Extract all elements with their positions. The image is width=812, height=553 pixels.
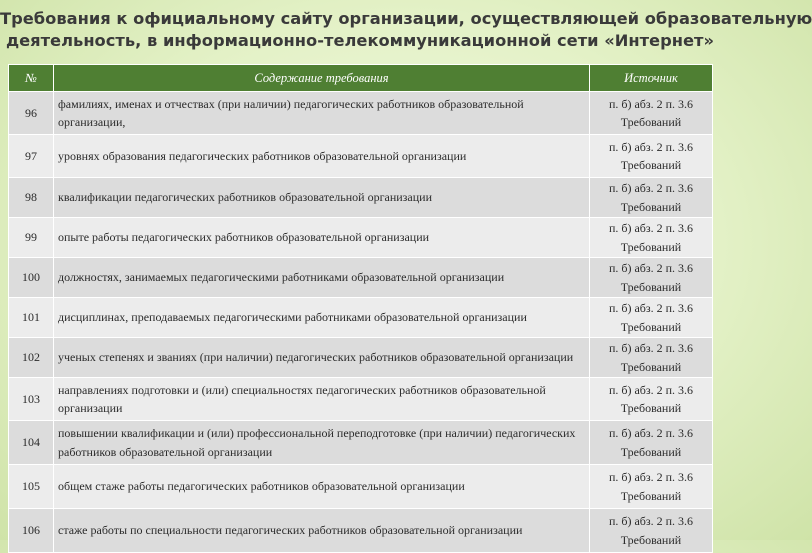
table-row [9, 338, 713, 378]
table-row [9, 378, 713, 421]
row-source: п. б) абз. 2 п. 3.6 Требований [590, 92, 713, 135]
table-row [9, 135, 713, 178]
table-row [9, 465, 713, 509]
table-row [9, 421, 713, 465]
row-number: 99 [9, 218, 54, 258]
row-source: п. б) абз. 2 п. 3.6 Требований [590, 465, 713, 509]
row-number: 100 [9, 258, 54, 298]
row-number: 102 [9, 338, 54, 378]
row-number: 96 [9, 92, 54, 135]
header-source: Источник [590, 65, 713, 92]
slide-title [0, 8, 812, 52]
row-source: п. б) абз. 2 п. 3.6 Требований [590, 258, 713, 298]
row-number: 97 [9, 135, 54, 178]
table-row [9, 258, 713, 298]
table-row [9, 178, 713, 218]
header-content: Содержание требования [54, 65, 590, 92]
title-line-1: Требования к официальному сайту организации, осуществляющей образовательную [0, 9, 812, 28]
requirements-table [8, 64, 713, 553]
row-content: уровнях образования педагогических работников образовательной организации [54, 135, 590, 178]
table-row [9, 509, 713, 553]
row-source: п. б) абз. 2 п. 3.6 Требований [590, 135, 713, 178]
row-source: п. б) абз. 2 п. 3.6 Требований [590, 378, 713, 421]
row-source: п. б) абз. 2 п. 3.6 Требований [590, 218, 713, 258]
row-source: п. б) абз. 2 п. 3.6 Требований [590, 178, 713, 218]
row-source: п. б) абз. 2 п. 3.6 Требований [590, 298, 713, 338]
row-source: п. б) абз. 2 п. 3.6 Требований [590, 509, 713, 553]
header-num: № [9, 65, 54, 92]
row-content: опыте работы педагогических работников образовательной организации [54, 218, 590, 258]
row-content: повышении квалификации и (или) профессиональной переподготовке (при наличии) педагогических работников образовательной организации [54, 421, 590, 465]
table-row [9, 218, 713, 258]
row-content: ученых степенях и званиях (при наличии) педагогических работников образовательной организации [54, 338, 590, 378]
table-row [9, 92, 713, 135]
row-content: стаже работы по специальности педагогических работников образовательной организации [54, 509, 590, 553]
row-content: квалификации педагогических работников образовательной организации [54, 178, 590, 218]
row-number: 106 [9, 509, 54, 553]
row-content: дисциплинах, преподаваемых педагогическими работниками образовательной организации [54, 298, 590, 338]
row-content: фамилиях, именах и отчествах (при наличии) педагогических работников образовательной организации, [54, 92, 590, 135]
row-source: п. б) абз. 2 п. 3.6 Требований [590, 421, 713, 465]
row-number: 103 [9, 378, 54, 421]
row-content: должностях, занимаемых педагогическими работниками образовательной организации [54, 258, 590, 298]
table-header-row [9, 65, 713, 92]
row-number: 101 [9, 298, 54, 338]
table-row [9, 298, 713, 338]
row-number: 105 [9, 465, 54, 509]
row-number: 104 [9, 421, 54, 465]
title-line-2: деятельность, в информационно-телекоммуникационной сети «Интернет» [5, 31, 715, 50]
row-number: 98 [9, 178, 54, 218]
row-source: п. б) абз. 2 п. 3.6 Требований [590, 338, 713, 378]
row-content: общем стаже работы педагогических работников образовательной организации [54, 465, 590, 509]
row-content: направлениях подготовки и (или) специальностях педагогических работников образовательной организации [54, 378, 590, 421]
